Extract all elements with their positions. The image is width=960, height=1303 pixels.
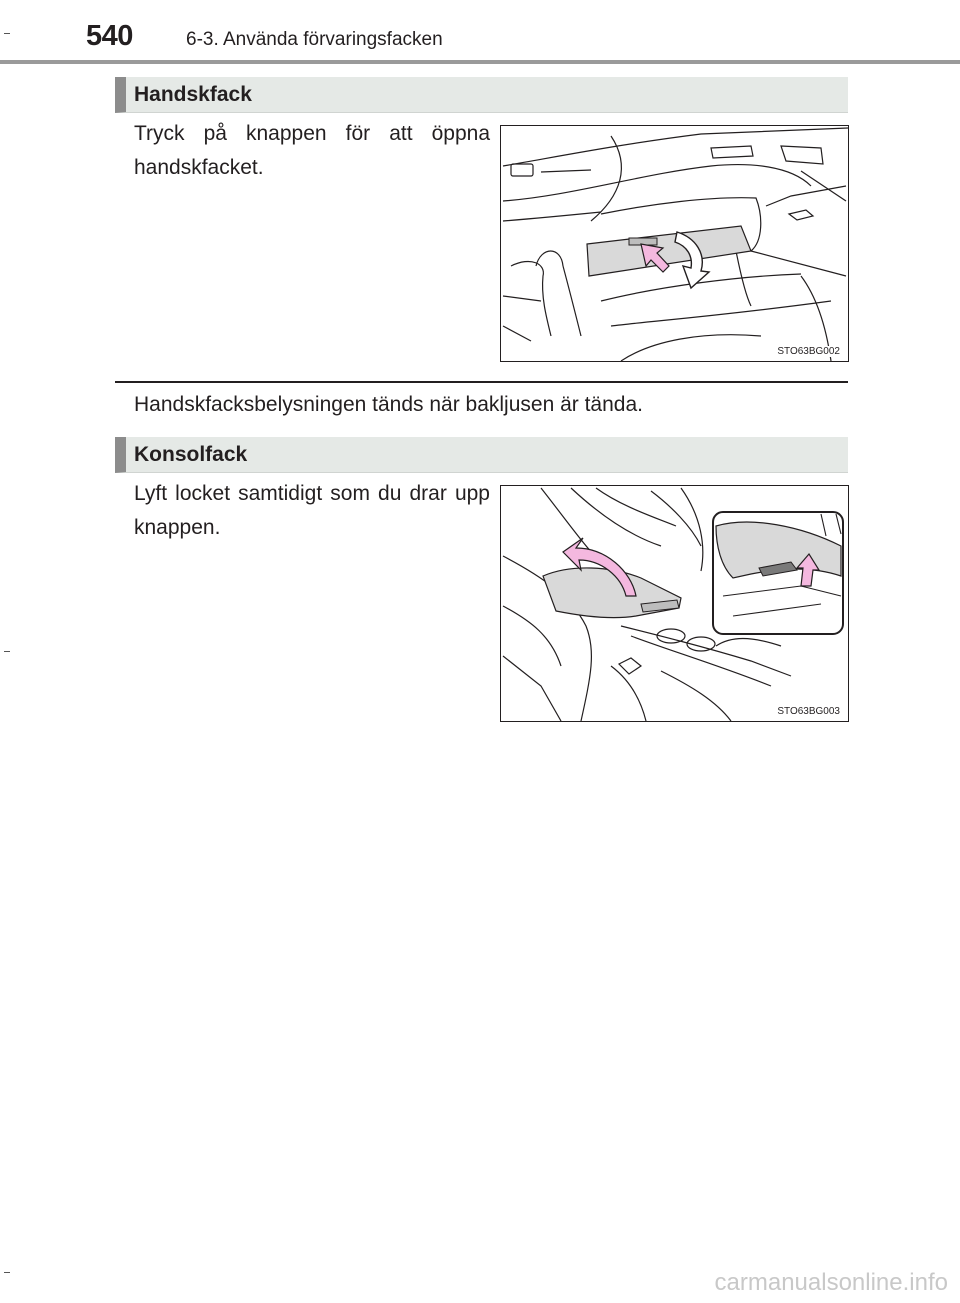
crop-mark-bottom [4, 1272, 10, 1273]
glovebox-light-note: Handskfacksbelysningen tänds när bakljusen är tända. [134, 393, 643, 416]
watermark: carmanualsonline.info [714, 1269, 948, 1296]
section-title: Konsolfack [134, 443, 248, 466]
section-heading-console [115, 437, 848, 473]
console-instruction: Lyft locket samtidigt som du drar upp knappen. [134, 482, 490, 539]
console-illustration [500, 485, 849, 722]
console-drawing [501, 486, 848, 721]
figure-code: STO63BG002 [777, 346, 840, 357]
glovebox-drawing [501, 126, 848, 361]
chapter-title: 6-3. Använda förvaringsfacken [186, 29, 443, 50]
crop-mark-top [4, 33, 10, 34]
crop-mark-middle [4, 651, 10, 652]
note-rule [115, 381, 848, 383]
header-rule [0, 60, 960, 64]
section-title: Handskfack [134, 83, 252, 106]
figure-code: STO63BG003 [777, 706, 840, 717]
glovebox-illustration [500, 125, 849, 362]
page-number: 540 [86, 20, 133, 52]
glovebox-instruction: Tryck på knappen för att öppna handskfacket. [134, 122, 490, 179]
section-heading-glovebox [115, 77, 848, 113]
